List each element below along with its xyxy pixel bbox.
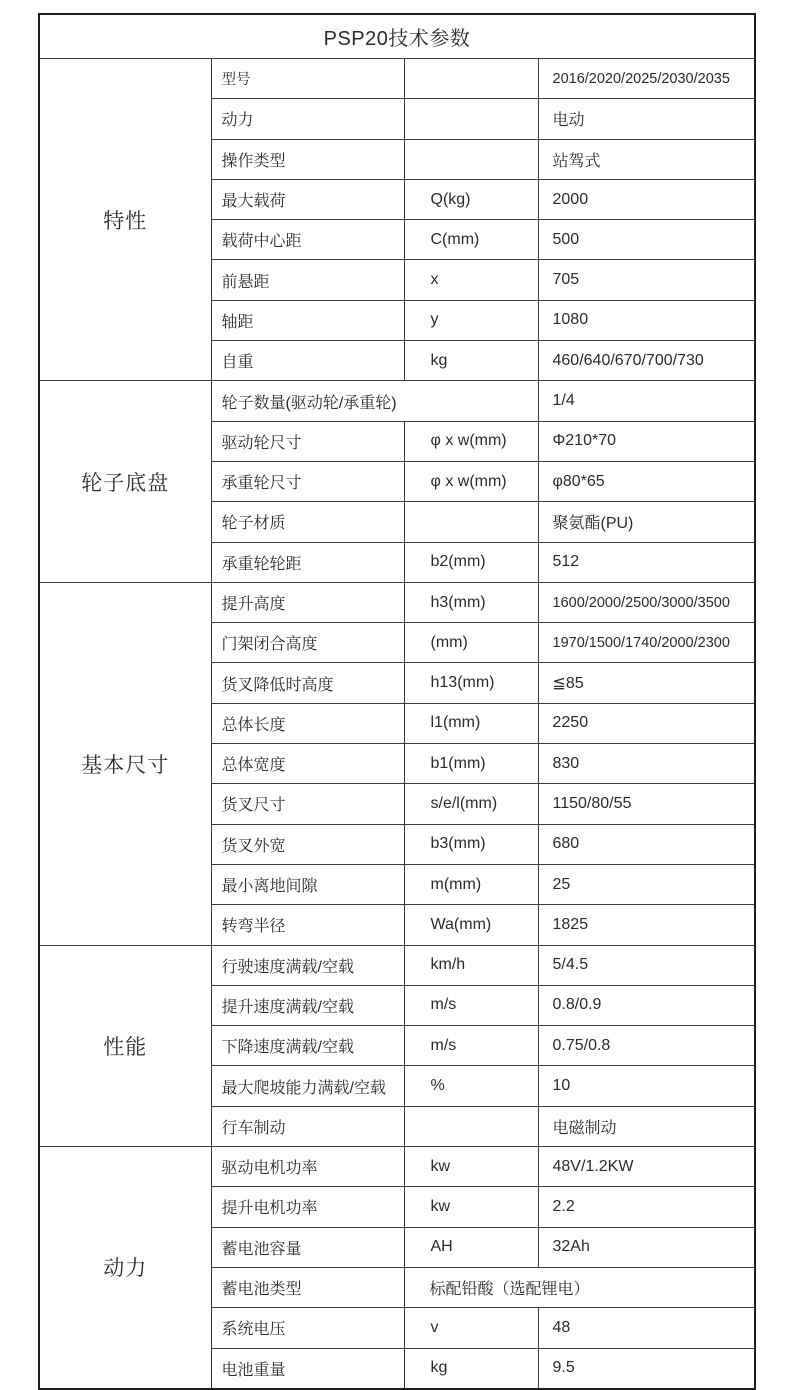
param-value: 48V/1.2KW [538,1147,755,1187]
param-symbol: φ x w(mm) [404,421,538,461]
param-symbol: kg [404,341,538,381]
param-symbol: m/s [404,985,538,1025]
param-label: 动力 [211,99,404,139]
param-value: 1825 [538,905,755,945]
param-symbol: (mm) [404,623,538,663]
param-label: 轮子数量(驱动轮/承重轮) [211,381,538,421]
param-value: 705 [538,260,755,300]
param-value: 460/640/670/700/730 [538,341,755,381]
param-label: 承重轮轮距 [211,542,404,582]
param-label: 轮子材质 [211,502,404,542]
param-symbol: b3(mm) [404,824,538,864]
param-symbol: m/s [404,1026,538,1066]
table-row [39,582,755,622]
param-value: ≦85 [538,663,755,703]
param-label: 最小离地间隙 [211,864,404,904]
param-value: 电磁制动 [538,1106,755,1146]
param-label: 驱动轮尺寸 [211,421,404,461]
section-label-texing: 特性 [39,59,211,381]
param-label: 提升电机功率 [211,1187,404,1227]
param-symbol: km/h [404,945,538,985]
table-row [39,59,755,99]
param-value: 830 [538,744,755,784]
section-label-jibenchicun: 基本尺寸 [39,582,211,945]
param-value: 512 [538,542,755,582]
param-label: 门架闭合高度 [211,623,404,663]
param-symbol: C(mm) [404,220,538,260]
param-label: 承重轮尺寸 [211,461,404,501]
param-value: 10 [538,1066,755,1106]
param-label: 系统电压 [211,1308,404,1348]
param-symbol: φ x w(mm) [404,461,538,501]
param-value: 电动 [538,99,755,139]
param-value: 2.2 [538,1187,755,1227]
param-value: Φ210*70 [538,421,755,461]
param-label: 转弯半径 [211,905,404,945]
param-label: 货叉尺寸 [211,784,404,824]
table-row [39,1147,755,1187]
param-value: 500 [538,220,755,260]
param-symbol: m(mm) [404,864,538,904]
param-label: 货叉降低时高度 [211,663,404,703]
param-value: 32Ah [538,1227,755,1267]
param-symbol: s/e/l(mm) [404,784,538,824]
param-label: 操作类型 [211,139,404,179]
param-label: 行驶速度满载/空载 [211,945,404,985]
param-value: 2000 [538,179,755,219]
param-symbol: Q(kg) [404,179,538,219]
section-label-lunzidipan: 轮子底盘 [39,381,211,582]
param-label: 蓄电池容量 [211,1227,404,1267]
param-value: 2250 [538,703,755,743]
param-label: 电池重量 [211,1348,404,1389]
param-value: 25 [538,864,755,904]
param-label: 前悬距 [211,260,404,300]
param-value: φ80*65 [538,461,755,501]
param-value: 1150/80/55 [538,784,755,824]
param-label: 总体长度 [211,703,404,743]
param-value: 站驾式 [538,139,755,179]
param-symbol [404,502,538,542]
param-symbol: h3(mm) [404,582,538,622]
param-label: 提升速度满载/空载 [211,985,404,1025]
param-symbol: kg [404,1348,538,1389]
spec-table [38,13,756,1390]
param-label: 轴距 [211,300,404,340]
param-symbol: v [404,1308,538,1348]
page-title: PSP20技术参数 [39,14,755,59]
param-symbol: % [404,1066,538,1106]
param-value: 2016/2020/2025/2030/2035 [538,59,755,99]
param-symbol: x [404,260,538,300]
section-label-xingneng: 性能 [39,945,211,1146]
param-value: 1600/2000/2500/3000/3500 [538,582,755,622]
param-symbol [404,59,538,99]
param-symbol [404,139,538,179]
param-value: 标配铅酸（选配锂电） [404,1267,755,1307]
param-value: 0.8/0.9 [538,985,755,1025]
param-symbol: kw [404,1187,538,1227]
table-row [39,381,755,421]
param-symbol [404,1106,538,1146]
param-symbol: y [404,300,538,340]
table-row [39,945,755,985]
param-value: 5/4.5 [538,945,755,985]
section-label-dongli: 动力 [39,1147,211,1389]
param-label: 蓄电池类型 [211,1267,404,1307]
param-value: 1080 [538,300,755,340]
param-value: 0.75/0.8 [538,1026,755,1066]
param-label: 提升高度 [211,582,404,622]
param-symbol [404,99,538,139]
param-label: 最大爬坡能力满载/空载 [211,1066,404,1106]
param-label: 行车制动 [211,1106,404,1146]
param-label: 总体宽度 [211,744,404,784]
param-label: 最大载荷 [211,179,404,219]
param-label: 下降速度满载/空载 [211,1026,404,1066]
param-symbol: l1(mm) [404,703,538,743]
param-label: 自重 [211,341,404,381]
param-symbol: AH [404,1227,538,1267]
param-value: 48 [538,1308,755,1348]
param-value: 680 [538,824,755,864]
param-label: 驱动电机功率 [211,1147,404,1187]
param-symbol: kw [404,1147,538,1187]
param-label: 载荷中心距 [211,220,404,260]
param-value: 9.5 [538,1348,755,1389]
param-label: 型号 [211,59,404,99]
param-symbol: h13(mm) [404,663,538,703]
title-row [39,14,755,59]
param-symbol: b2(mm) [404,542,538,582]
param-label: 货叉外宽 [211,824,404,864]
param-value: 聚氨酯(PU) [538,502,755,542]
param-symbol: Wa(mm) [404,905,538,945]
param-value: 1/4 [538,381,755,421]
param-symbol: b1(mm) [404,744,538,784]
param-value: 1970/1500/1740/2000/2300 [538,623,755,663]
